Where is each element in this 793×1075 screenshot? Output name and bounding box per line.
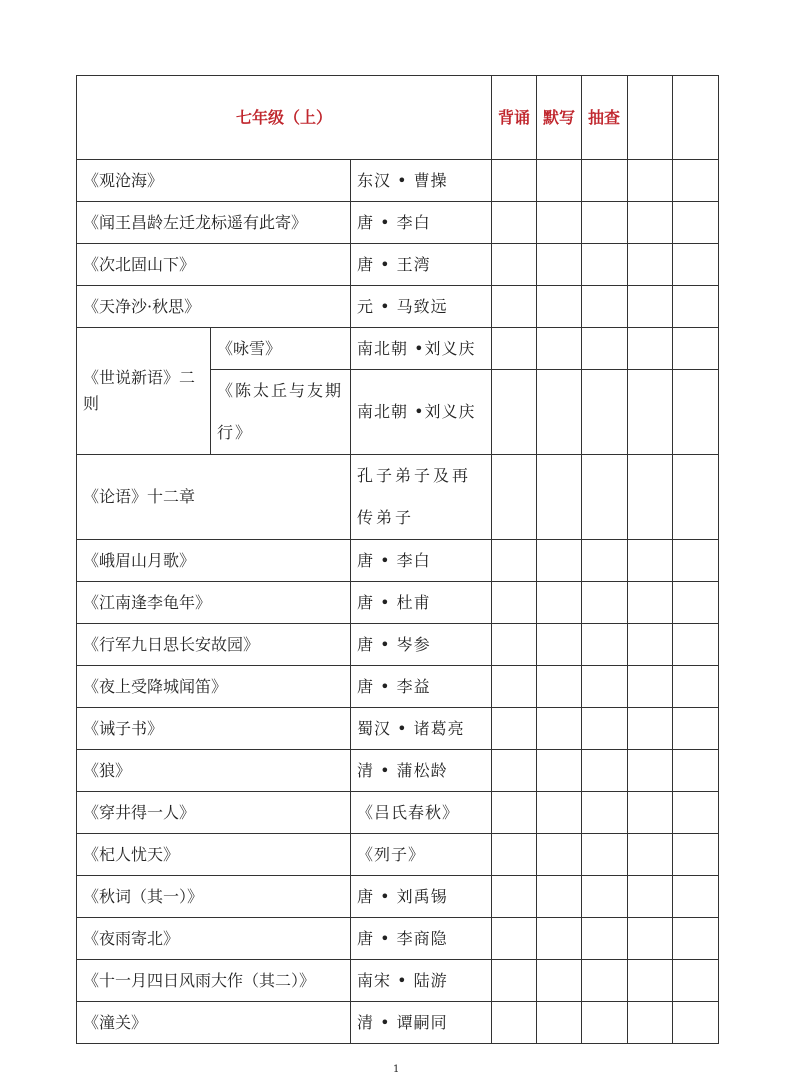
check-cell — [492, 582, 537, 624]
check-cell — [673, 792, 719, 834]
check-cell — [537, 370, 582, 455]
author-cell: 蜀汉 • 诸葛亮 — [351, 708, 492, 750]
author-cell: 唐 • 李白 — [351, 202, 492, 244]
check-cell — [582, 160, 628, 202]
check-cell — [628, 918, 673, 960]
check-cell — [628, 244, 673, 286]
check-cell — [492, 708, 537, 750]
check-cell — [582, 834, 628, 876]
work-title: 《闻王昌龄左迁龙标遥有此寄》 — [77, 202, 351, 244]
author-cell: 南北朝 •刘义庆 — [351, 328, 492, 370]
check-cell — [582, 540, 628, 582]
check-cell — [537, 876, 582, 918]
work-title: 《观沧海》 — [77, 160, 351, 202]
check-cell — [537, 750, 582, 792]
check-cell — [628, 666, 673, 708]
author-cell: 南宋 • 陆游 — [351, 960, 492, 1002]
table-row — [77, 540, 719, 582]
check-cell — [628, 455, 673, 540]
check-cell — [537, 455, 582, 540]
check-cell — [628, 624, 673, 666]
check-cell — [492, 540, 537, 582]
check-cell — [537, 202, 582, 244]
check-cell — [628, 960, 673, 1002]
work-title: 《天净沙·秋思》 — [77, 286, 351, 328]
author-cell: 南北朝 •刘义庆 — [351, 370, 492, 455]
check-cell — [673, 244, 719, 286]
check-cell — [673, 666, 719, 708]
work-title: 《论语》十二章 — [77, 455, 351, 540]
check-cell — [628, 750, 673, 792]
author-cell: 唐 • 岑参 — [351, 624, 492, 666]
work-title: 《秋词（其一）》 — [77, 876, 351, 918]
check-cell — [673, 834, 719, 876]
check-cell — [537, 328, 582, 370]
work-title: 《行军九日思长安故园》 — [77, 624, 351, 666]
check-cell — [492, 370, 537, 455]
check-cell — [492, 328, 537, 370]
check-cell — [628, 582, 673, 624]
table-row — [77, 286, 719, 328]
check-cell — [628, 328, 673, 370]
check-cell — [673, 540, 719, 582]
table-row — [77, 876, 719, 918]
check-cell — [492, 624, 537, 666]
header-recite: 背诵 — [492, 76, 537, 160]
sub-work-title: 《咏雪》 — [211, 328, 351, 370]
check-cell — [537, 1002, 582, 1044]
check-cell — [582, 1002, 628, 1044]
check-cell — [537, 624, 582, 666]
work-title: 《潼关》 — [77, 1002, 351, 1044]
header-spot-check: 抽查 — [582, 76, 628, 160]
table-row — [77, 160, 719, 202]
author-cell: 唐 • 李商隐 — [351, 918, 492, 960]
check-cell — [582, 624, 628, 666]
header-row — [77, 76, 719, 160]
table-row — [77, 708, 719, 750]
check-cell — [673, 624, 719, 666]
check-cell — [492, 244, 537, 286]
work-title: 《江南逢李龟年》 — [77, 582, 351, 624]
author-cell: 唐 • 王湾 — [351, 244, 492, 286]
check-cell — [673, 918, 719, 960]
check-cell — [673, 370, 719, 455]
check-cell — [582, 202, 628, 244]
check-cell — [492, 834, 537, 876]
check-cell — [673, 708, 719, 750]
work-title: 《狼》 — [77, 750, 351, 792]
check-cell — [537, 160, 582, 202]
check-cell — [582, 708, 628, 750]
table-row — [77, 834, 719, 876]
table-row — [77, 328, 719, 370]
table-row — [77, 1002, 719, 1044]
check-cell — [537, 244, 582, 286]
check-cell — [673, 202, 719, 244]
work-title: 《穿井得一人》 — [77, 792, 351, 834]
check-cell — [492, 286, 537, 328]
check-cell — [492, 876, 537, 918]
check-cell — [492, 750, 537, 792]
check-cell — [582, 328, 628, 370]
table-row — [77, 918, 719, 960]
check-cell — [628, 708, 673, 750]
check-cell — [582, 244, 628, 286]
author-cell: 《列子》 — [351, 834, 492, 876]
check-cell — [582, 960, 628, 1002]
work-title: 《夜上受降城闻笛》 — [77, 666, 351, 708]
table-row — [77, 666, 719, 708]
check-cell — [673, 286, 719, 328]
check-cell — [628, 834, 673, 876]
check-cell — [628, 1002, 673, 1044]
check-cell — [537, 792, 582, 834]
group-title: 《世说新语》二则 — [77, 328, 211, 455]
check-cell — [537, 286, 582, 328]
check-cell — [537, 918, 582, 960]
check-cell — [628, 540, 673, 582]
table-row — [77, 624, 719, 666]
check-cell — [537, 708, 582, 750]
work-title: 《十一月四日风雨大作（其二）》 — [77, 960, 351, 1002]
table-row — [77, 582, 719, 624]
author-cell: 唐 • 刘禹锡 — [351, 876, 492, 918]
check-cell — [628, 370, 673, 455]
check-cell — [492, 202, 537, 244]
check-cell — [582, 582, 628, 624]
check-cell — [537, 540, 582, 582]
recitation-checklist-table — [76, 75, 719, 1044]
check-cell — [492, 792, 537, 834]
check-cell — [673, 1002, 719, 1044]
check-cell — [582, 750, 628, 792]
author-cell: 孔子弟子及再传弟子 — [351, 455, 492, 540]
check-cell — [628, 876, 673, 918]
work-title: 《次北固山下》 — [77, 244, 351, 286]
check-cell — [673, 750, 719, 792]
check-cell — [673, 160, 719, 202]
empty-header-cell — [628, 76, 673, 160]
table-row — [77, 792, 719, 834]
check-cell — [628, 202, 673, 244]
check-cell — [492, 455, 537, 540]
work-title: 《诫子书》 — [77, 708, 351, 750]
work-title: 《夜雨寄北》 — [77, 918, 351, 960]
check-cell — [582, 370, 628, 455]
check-cell — [673, 328, 719, 370]
check-cell — [582, 666, 628, 708]
author-cell: 唐 • 李益 — [351, 666, 492, 708]
author-cell: 元 • 马致远 — [351, 286, 492, 328]
table-row — [77, 202, 719, 244]
check-cell — [537, 666, 582, 708]
check-cell — [582, 792, 628, 834]
work-title: 《杞人忧天》 — [77, 834, 351, 876]
author-cell: 唐 • 杜甫 — [351, 582, 492, 624]
work-title: 《峨眉山月歌》 — [77, 540, 351, 582]
check-cell — [537, 834, 582, 876]
check-cell — [628, 286, 673, 328]
check-cell — [582, 455, 628, 540]
check-cell — [537, 582, 582, 624]
check-cell — [492, 160, 537, 202]
author-cell: 清 • 谭嗣同 — [351, 1002, 492, 1044]
check-cell — [582, 286, 628, 328]
author-cell: 《吕氏春秋》 — [351, 792, 492, 834]
check-cell — [673, 455, 719, 540]
table-row — [77, 244, 719, 286]
check-cell — [582, 876, 628, 918]
page-number: 1 — [393, 1064, 400, 1075]
check-cell — [673, 582, 719, 624]
check-cell — [628, 792, 673, 834]
table-row — [77, 960, 719, 1002]
check-cell — [492, 666, 537, 708]
check-cell — [492, 960, 537, 1002]
check-cell — [537, 960, 582, 1002]
header-dictation: 默写 — [537, 76, 582, 160]
sub-work-title: 《陈太丘与友期行》 — [211, 370, 351, 455]
author-cell: 东汉 • 曹操 — [351, 160, 492, 202]
check-cell — [582, 918, 628, 960]
table-row — [77, 455, 719, 540]
empty-header-cell — [673, 76, 719, 160]
table-body — [77, 76, 719, 1044]
author-cell: 清 • 蒲松龄 — [351, 750, 492, 792]
grade-title: 七年级（上） — [77, 76, 492, 160]
check-cell — [673, 876, 719, 918]
check-cell — [492, 918, 537, 960]
table-row — [77, 750, 719, 792]
check-cell — [628, 160, 673, 202]
check-cell — [492, 1002, 537, 1044]
author-cell: 唐 • 李白 — [351, 540, 492, 582]
check-cell — [673, 960, 719, 1002]
